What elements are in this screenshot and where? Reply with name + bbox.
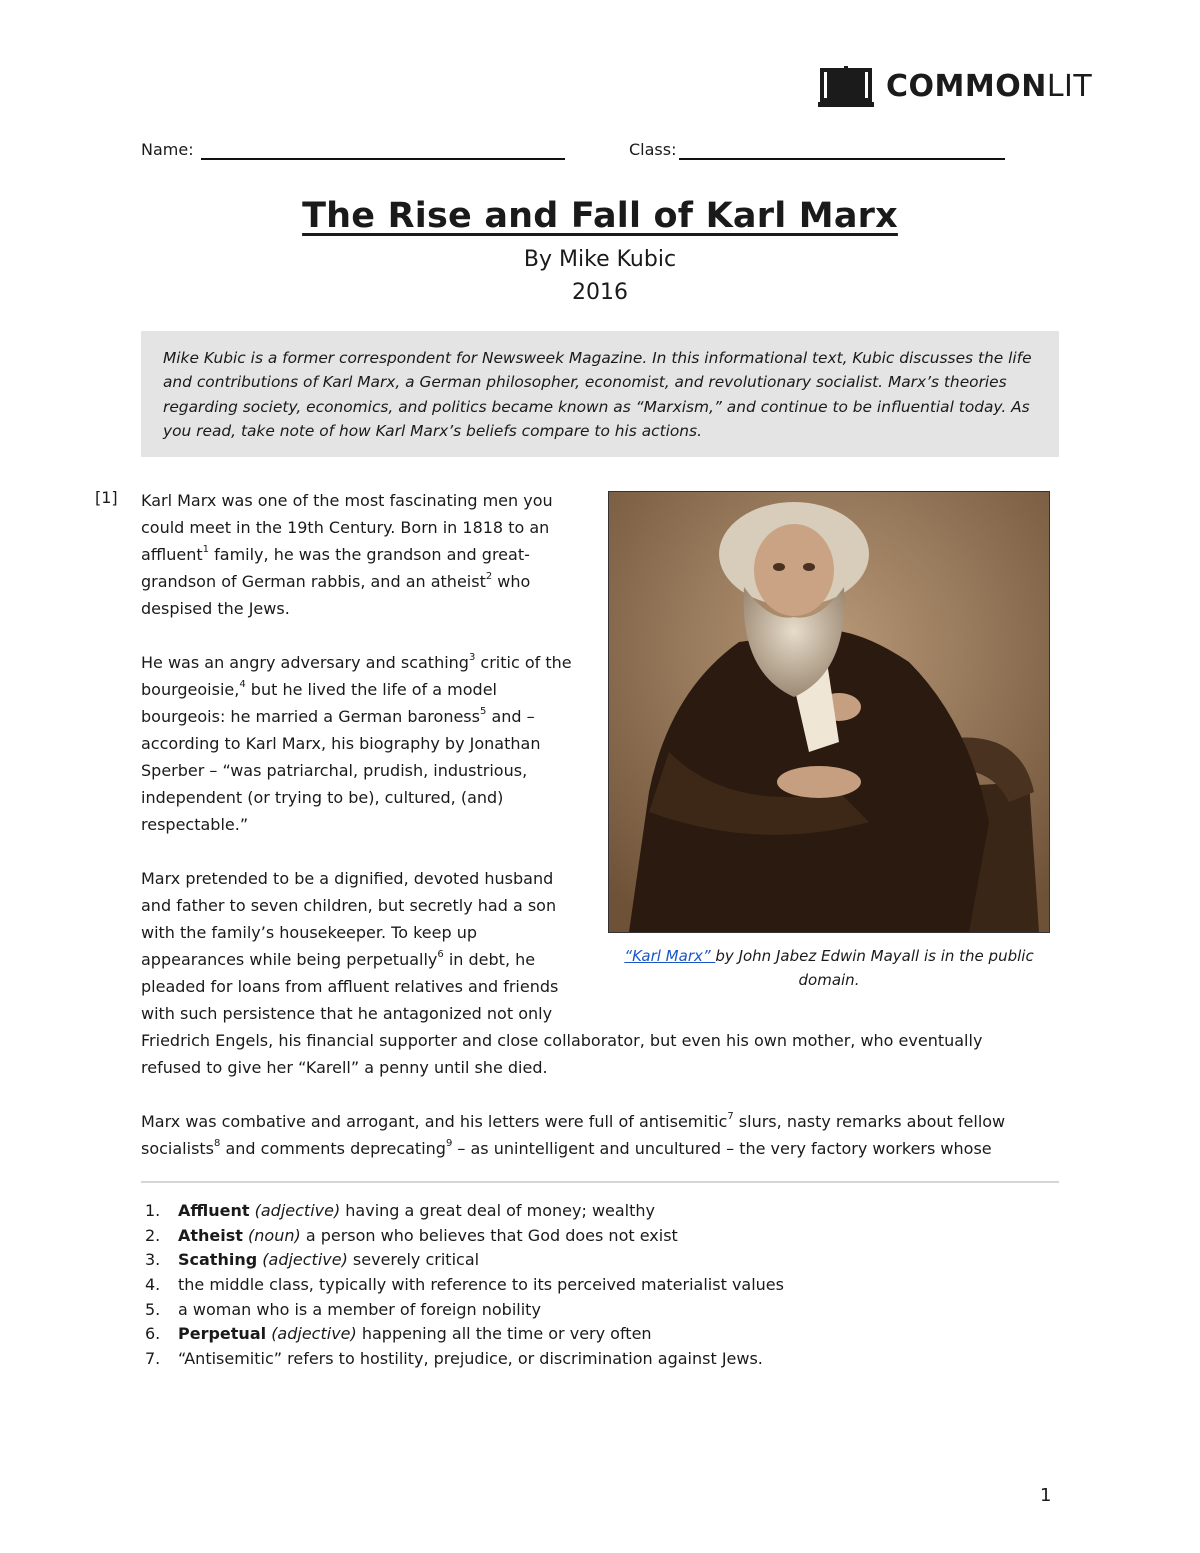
footnote-ref[interactable]: 3 [468,651,476,663]
footnote-ref[interactable]: 4 [239,678,246,690]
body-line: Friedrich Engels, his financial supporter and close collaborator, but even his own mother, who eventually [141,1031,983,1050]
footnote-item: 2. Atheist (noun) a person who believes that God does not exist [145,1225,678,1245]
body-line: Marx pretended to be a dignified, devoted husband [141,869,554,888]
class-label: Class: [629,140,677,159]
footnote-ref[interactable]: 1 [202,543,210,555]
image-caption: “Karl Marx” by John Jabez Edwin Mayall is in the public domain. [624,947,1034,989]
name-label: Name: [141,140,194,159]
body-line: Karl Marx was one of the most fascinating men you [141,491,553,510]
body-line: grandson of German rabbis, and an atheist$^2$ who [141,570,531,591]
footnote-item: 3. Scathing (adjective) severely critical [145,1250,480,1270]
karl-marx-portrait-image [608,491,1050,933]
commonlit-logo [818,64,1092,108]
intro-box [141,331,1059,457]
body-line: appearances while being perpetually$^6$ in debt, he [141,948,536,969]
image-source-link[interactable]: “Karl Marx” [624,947,716,965]
footnote-divider [141,1181,1059,1183]
class-line[interactable] [679,158,1005,160]
logo-wordmark: COMMONLIT [886,68,1093,104]
body-line: despised the Jews. [141,599,290,618]
page-number: 1 [1040,1485,1052,1506]
article-byline: By Mike Kubic [523,247,677,272]
body-line: socialists$^8$ and comments deprecating$^9$ – as unintelligent and uncultured – the very factory workers whose [141,1137,992,1158]
body-line: according to Karl Marx, his biography by Jonathan [141,734,541,753]
body-line: Marx was combative and arrogant, and his letters were full of antisemitic$^7$ slurs, nasty remarks about fellow [141,1110,1006,1131]
body-line: could meet in the 19th Century. Born in 1818 to an [141,518,550,537]
footnote-ref[interactable]: 8 [214,1137,221,1149]
footnote-item: 6. Perpetual (adjective) happening all the time or very often [145,1324,652,1344]
paragraph-number: [1] [95,488,118,507]
body-line: refused to give her “Karell” a penny until she died. [141,1058,548,1077]
body-line: with such persistence that he antagonized not only [141,1004,553,1023]
footnote-ref[interactable]: 2 [485,570,493,582]
body-line: bourgeoisie,$^4$ but he lived the life of a model [141,678,497,699]
name-line[interactable] [201,158,565,160]
open-book-icon [818,64,874,108]
body-line: pleaded for loans from affluent relatives and friends [141,977,559,996]
intro-line: regarding society, economics, and politics became known as “Marxism,” and continue to be influential today. As [163,397,1030,416]
intro-line: and contributions of Karl Marx, a German philosopher, economist, and revolutionary socialist. Marx’s theories [163,373,1007,392]
footnote-ref[interactable]: 5 [479,705,487,717]
footnote-item: 4. the middle class, typically with reference to its perceived materialist values [145,1275,784,1295]
body-paragraph-4 [141,1108,1005,1162]
footnote-item: 7. “Antisemitic” refers to hostility, prejudice, or discrimination against Jews. [145,1349,763,1369]
footnote-item: 1. Affluent (adjective) having a great deal of money; wealthy [145,1201,656,1220]
footnotes-list [141,1199,784,1372]
footnote-ref[interactable]: 6 [437,948,444,960]
body-line: and father to seven children, but secretly had a son [141,896,557,915]
footnote-ref[interactable]: 7 [727,1110,734,1122]
body-line: independent (or trying to be), cultured, (and) [141,788,504,807]
name-class-row [141,140,1021,164]
body-line: respectable.” [141,815,249,834]
intro-line: Mike Kubic is a former correspondent for Newsweek Magazine. In this informational text, Kubic discusses the life [163,349,1032,367]
article-title: The Rise and Fall of Karl Marx [302,196,898,236]
intro-line: you read, take note of how Karl Marx’s beliefs compare to his actions. [163,421,702,440]
article-year: 2016 [572,280,628,305]
body-line: with the family’s housekeeper. To keep up [141,923,478,942]
body-line: He was an angry adversary and scathing$^3$ critic of the [141,651,572,672]
footnote-ref[interactable]: 9 [445,1137,453,1149]
body-paragraph-1 [141,487,553,622]
body-line: affluent$^1$ family, he was the grandson and great- [141,543,530,564]
body-paragraph-2 [141,649,572,838]
body-line: Sperber – “was patriarchal, prudish, industrious, [141,761,528,780]
footnote-item: 5. a woman who is a member of foreign nobility [145,1299,541,1319]
portrait-illustration [609,492,1049,932]
body-line: bourgeois: he married a German baroness$^5$ and – [141,705,535,726]
